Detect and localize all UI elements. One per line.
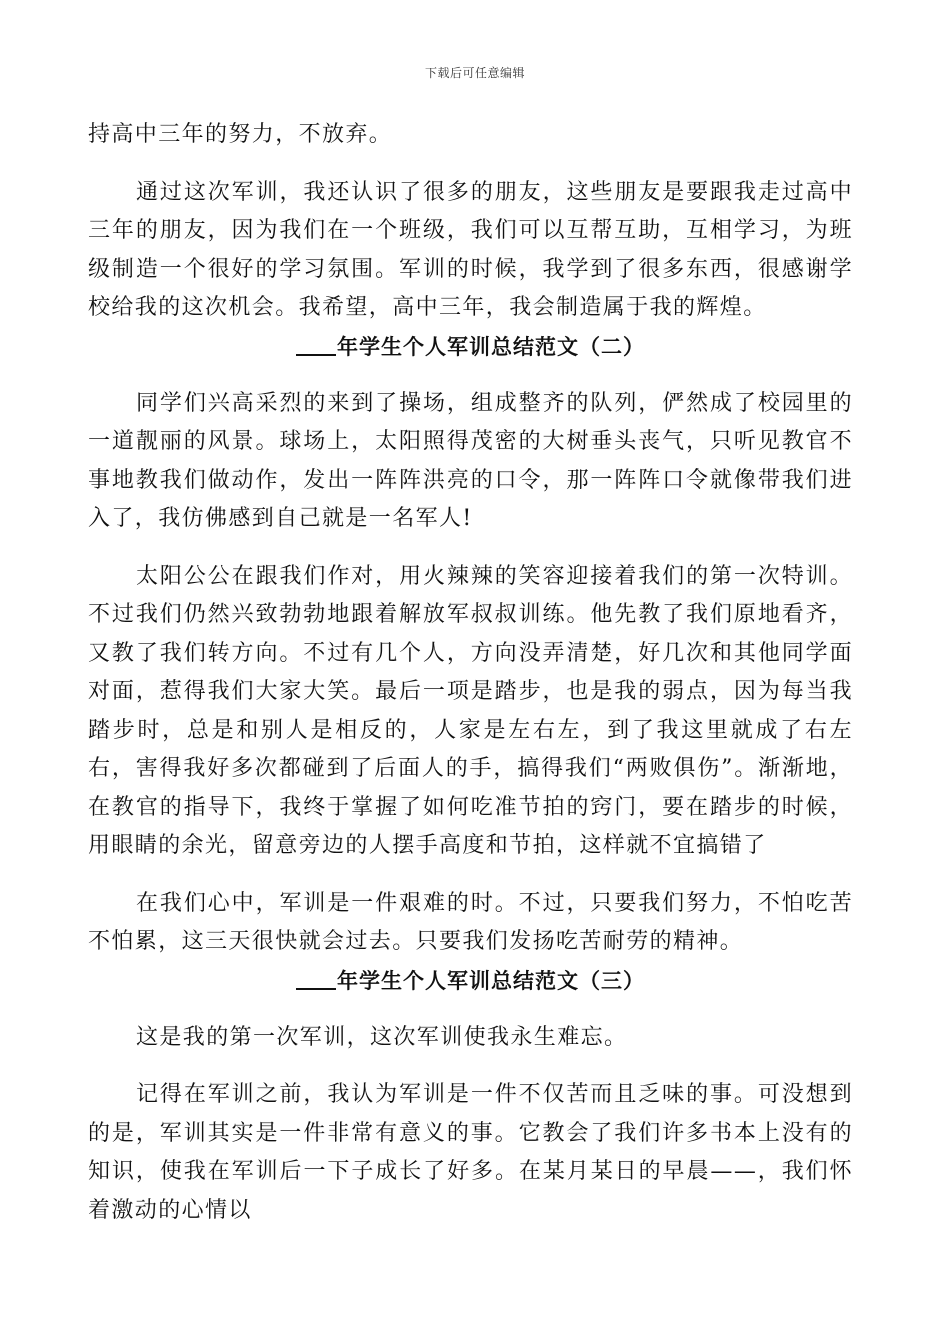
section-title-2 xyxy=(88,328,853,366)
section-title-3 xyxy=(88,962,853,1000)
paragraph-continuation: 持高中三年的努力，不放弃。 xyxy=(88,122,393,147)
paragraph-hardship: 在我们心中，军训是一件艰难的时。不过，只要我们努力，不怕吃苦不怕累，这三天很快就会过去。只要我们发扬吃苦耐劳的精神。 xyxy=(88,890,853,954)
paragraph-training: 太阳公公在跟我们作对，用火辣辣的笑容迎接着我们的第一次特训。不过我们仍然兴致勃勃地跟着解放军叔叔训练。他先教了我们原地看齐，又教了我们转方向。不过有几个人，方向没弄清楚，好几次和其他同学面对面，惹得我们大家大笑。最后一项是踏步，也是我的弱点，因为每当我踏步时，总是和别人是相反的，人家是左右左，到了我这里就成了右左右，害得我好多次都碰到了后面人的手，搞得我们“两败俱伤”。渐渐地，在教官的指导下，我终于掌握了如何吃准节拍的窍门，要在踏步的时候，用眼睛的余光，留意旁边的人摆手高度和节拍，这样就不宜搞错了 xyxy=(88,563,853,858)
paragraph-first-training: 这是我的第一次军训，这次军训使我永生难忘。 xyxy=(136,1024,628,1050)
section-title-2-text: 年学生个人军训总结范文（二） xyxy=(337,334,645,359)
paragraph-playground: 同学们兴高采烈的来到了操场，组成整齐的队列，俨然成了校园里的一道靓丽的风景。球场上，太阳照得茂密的大树垂头丧气，只听见教官不事地教我们做动作，发出一阵阵洪亮的口令，那一阵阵口令就像带我们进入了，我仿佛感到自己就是一名军人! xyxy=(88,390,853,531)
paragraph-before-training: 记得在军训之前，我认为军训是一件不仅苦而且乏味的事。可没想到的是，军训其实是一件非常有意义的事。它教会了我们许多书本上没有的知识，使我在军训后一下子成长了好多。在某月某日的早晨——，我们怀着激动的心情以 xyxy=(88,1082,853,1223)
section-title-3-text: 年学生个人军训总结范文（三） xyxy=(337,968,645,993)
paragraph-friends: 通过这次军训，我还认识了很多的朋友，这些朋友是要跟我走过高中三年的朋友，因为我们在一个班级，我们可以互帮互助，互相学习，为班级制造一个很好的学习氛围。军训的时候，我学到了很多东西，很感谢学校给我的这次机会。我希望，高中三年，我会制造属于我的辉煌。 xyxy=(88,179,853,320)
page-header-note: 下载后可任意编辑 xyxy=(424,66,525,80)
title-blank-line xyxy=(296,334,336,356)
title-blank-line xyxy=(296,968,336,990)
document-body xyxy=(88,116,853,1230)
